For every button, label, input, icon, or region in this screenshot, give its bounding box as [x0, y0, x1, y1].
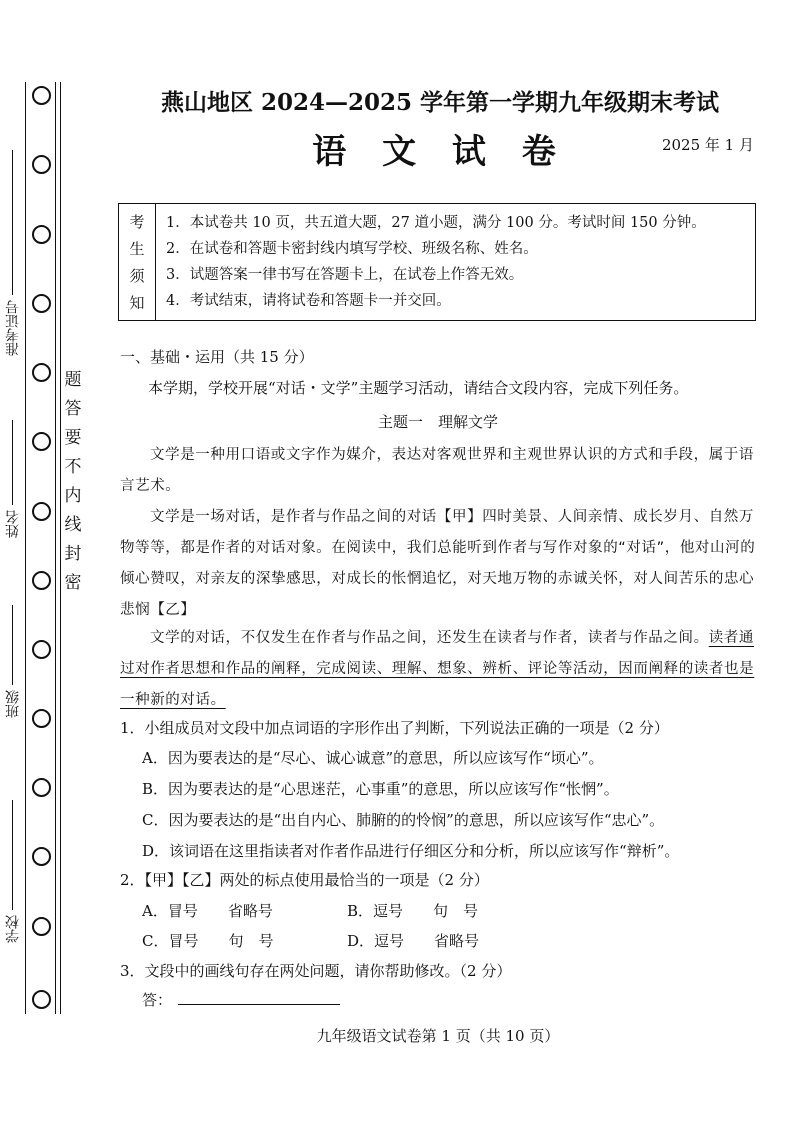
binding-ring: [32, 917, 51, 936]
binding-line-outer: [25, 82, 26, 1014]
binding-ring: [32, 155, 51, 174]
notice-item: 1．本试卷共 10 页，共五道大题，27 道小题，满分 100 分。考试时间 150 分钟。: [166, 215, 706, 231]
seal-char: 封: [64, 544, 82, 564]
seal-char: 内: [64, 486, 82, 506]
q1-option: C．因为要表达的是“出自内心、肺腑的的怜悯”的意思，所以应该写作“忠心”。: [142, 811, 665, 829]
school-field: [0, 915, 26, 947]
notice-body: [156, 204, 755, 320]
name-field: [0, 510, 26, 542]
section-intro: 本学期，学校开展“对话・文学”主题学习活动，请结合文段内容，完成下列任务。: [148, 379, 689, 397]
notice-item: 3．试题答案一律书写在答题卡上，在试卷上作答无效。: [166, 267, 524, 283]
q2-options-row: [142, 930, 562, 951]
notice-item: 2．在试卷和答题卡密封线内填写学校、班级名称、姓名。: [166, 241, 538, 257]
answer-row: [142, 989, 340, 1010]
binding-ring: [32, 990, 51, 1009]
binding-ring: [32, 294, 51, 313]
binding-ring: [32, 778, 51, 797]
exam-subtitle: 语 文 试 卷: [312, 132, 568, 172]
underlined-sentence: 读者通过对作者思想和作品的阐释，完成阅读、理解、想象、辨析、评论等活动，因而阐释的读者也是一种新的对话。: [120, 630, 755, 708]
seal-notice: [62, 370, 84, 602]
answer-label: 答：: [142, 991, 173, 1009]
passage-paragraph: [120, 440, 756, 502]
answer-blank[interactable]: [178, 990, 340, 1005]
exam-id-label: 准考证号: [5, 300, 21, 356]
notice-heading-char: 生: [129, 240, 145, 258]
question-3: 3．文段中的画线句存在两处问题，请你帮助修改。（2 分）: [120, 962, 512, 980]
section-heading: 一、基础・运用（共 15 分）: [120, 348, 314, 366]
exam-date: 2025 年 1 月: [661, 136, 754, 154]
binding-ring: [32, 86, 51, 105]
q2-option: D．逗号 省略号: [347, 932, 480, 950]
name-blank[interactable]: [12, 420, 13, 505]
binding-line-inner2: [60, 82, 61, 1014]
q2-option: A．冒号 省略号: [142, 902, 273, 920]
question-1: 1．小组成员对文段中加点词语的字形作出了判断，下列说法正确的一项是（2 分）: [120, 719, 669, 737]
class-field: [0, 690, 26, 722]
binding-ring: [32, 502, 51, 521]
binding-margin: [0, 0, 112, 1124]
q1-option: B．因为要表达的是“心思迷茫，心事重”的意思，所以应该写作“怅惘”。: [142, 780, 619, 798]
passage-paragraph: [120, 502, 756, 626]
class-blank[interactable]: [12, 605, 13, 685]
binding-ring: [32, 709, 51, 728]
school-blank[interactable]: [12, 800, 13, 910]
class-label: 班级: [5, 690, 21, 718]
school-label: 学校: [5, 915, 21, 943]
seal-char: 不: [64, 457, 82, 477]
exam-title: 燕山地区 2024—2025 学年第一学期九年级期末考试: [160, 89, 720, 116]
binding-ring: [32, 225, 51, 244]
q2-option: C．冒号 句 号: [142, 932, 274, 950]
passage-text: 文学是一种用口语或文字作为媒介，表达对客观世界和主观世界认识的方式和手段，属于语言艺术。: [120, 447, 754, 494]
name-label: 姓名: [5, 510, 21, 538]
exam-notice-box: [118, 203, 756, 321]
binding-ring: [32, 847, 51, 866]
notice-heading-char: 须: [129, 267, 145, 285]
seal-char: 题: [64, 370, 82, 390]
question-2: 2．【甲】【乙】两处的标点使用最恰当的一项是（2 分）: [120, 871, 489, 889]
notice-heading-char: 知: [129, 294, 145, 312]
seal-char: 答: [64, 399, 82, 419]
q1-option: A．因为要表达的是“尽心、诚心诚意”的意思，所以应该写作“顷心”。: [142, 749, 604, 767]
passage-text: 文学是一场对话，是作者与作品之间的对话【甲】四时美景、人间亲情、成长岁月、自然万物等等，都是作者的对话对象。在阅读中，我们总能听到作者与写作对象的“对话”，他对山河的倾心赞叹，对亲友的深挚感思，对成长的怅惘追忆，对天地万物的赤诚关怀，对人间苦乐的忠心悲悯【乙】: [120, 509, 756, 618]
q2-options-row: [142, 900, 562, 921]
exam-id-field: [0, 300, 26, 360]
seal-char: 要: [64, 428, 82, 448]
passage-text: 文学的对话，不仅发生在作者与作品之间，还发生在读者与作者，读者与作品之间。: [150, 630, 709, 646]
passage-paragraph: [120, 623, 756, 716]
binding-ring: [32, 571, 51, 590]
notice-heading-char: 考: [129, 213, 145, 231]
exam-id-blank[interactable]: [12, 150, 13, 295]
binding-ring: [32, 640, 51, 659]
binding-ring: [32, 432, 51, 451]
notice-heading: [119, 204, 156, 320]
seal-char: 线: [64, 515, 82, 535]
notice-item: 4．考试结束，请将试卷和答题卡一并交回。: [166, 293, 451, 309]
theme-heading: 主题一 理解文学: [377, 413, 498, 431]
seal-char: 密: [64, 573, 82, 593]
q1-option: D．该词语在这里指读者对作者作品进行仔细区分和分析，所以应该写作“辩析”。: [142, 842, 680, 860]
binding-line-inner: [55, 82, 56, 1014]
q2-option: B．逗号 句 号: [347, 902, 479, 920]
page-footer: 九年级语文试卷第 1 页（共 10 页）: [316, 1027, 560, 1045]
binding-ring: [32, 363, 51, 382]
